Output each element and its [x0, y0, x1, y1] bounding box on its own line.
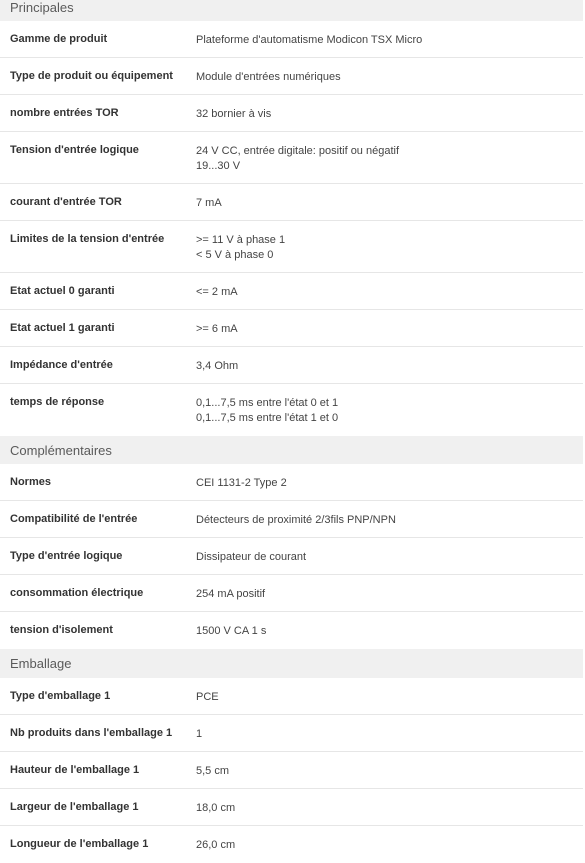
- table-row: [0, 715, 583, 752]
- table-row: [0, 826, 583, 863]
- value-line: 32 bornier à vis: [196, 108, 272, 120]
- value-line: Module d'entrées numériques: [196, 71, 341, 83]
- value-line: 24 V CC, entrée digitale: positif ou négatif: [196, 145, 400, 157]
- value-line: PCE: [196, 691, 219, 703]
- value-line: Dissipateur de courant: [196, 551, 307, 563]
- table-row: [0, 752, 583, 789]
- row-label: Impédance d'entrée: [10, 359, 113, 371]
- table-row: [0, 678, 583, 715]
- row-value: [196, 310, 583, 346]
- table-row: [0, 347, 583, 384]
- row-value: [196, 58, 583, 94]
- value-line: CEI 1131-2 Type 2: [196, 477, 287, 489]
- value-line: 1: [196, 728, 203, 740]
- row-label: Hauteur de l'emballage 1: [10, 764, 140, 776]
- row-value: [196, 184, 583, 220]
- row-label: courant d'entrée TOR: [10, 196, 122, 208]
- value-line: >= 6 mA: [196, 323, 238, 335]
- row-label: Etat actuel 0 garanti: [10, 285, 115, 297]
- row-label: Compatibilité de l'entrée: [10, 513, 138, 525]
- row-value: [196, 678, 583, 714]
- row-label: Largeur de l'emballage 1: [10, 801, 139, 813]
- row-value: [196, 221, 583, 272]
- row-label: Normes: [10, 476, 51, 488]
- value-line: 1500 V CA 1 s: [196, 625, 267, 637]
- row-label: consommation électrique: [10, 587, 144, 599]
- row-value: [196, 21, 583, 57]
- value-line: >= 11 V à phase 1: [196, 234, 286, 246]
- table-row: [0, 184, 583, 221]
- row-label: tension d'isolement: [10, 624, 113, 636]
- section-title: Emballage: [0, 649, 583, 678]
- table-row: [0, 273, 583, 310]
- value-line: 7 mA: [196, 197, 222, 209]
- value-line: 3,4 Ohm: [196, 360, 239, 372]
- row-value: [196, 789, 583, 825]
- row-label: temps de réponse: [10, 396, 105, 408]
- row-value: [196, 464, 583, 500]
- value-line: 26,0 cm: [196, 839, 236, 851]
- row-label: Type de produit ou équipement: [10, 70, 173, 82]
- row-value: [196, 752, 583, 788]
- value-line: <= 2 mA: [196, 286, 238, 298]
- table-row: [0, 58, 583, 95]
- section-title: Principales: [0, 0, 583, 21]
- row-label: Type d'emballage 1: [10, 690, 111, 702]
- value-line: < 5 V à phase 0: [196, 249, 274, 261]
- row-value: [196, 575, 583, 611]
- row-label: Limites de la tension d'entrée: [10, 233, 165, 245]
- row-value: [196, 132, 583, 183]
- row-value: [196, 347, 583, 383]
- table-row: [0, 789, 583, 826]
- section-title: Complémentaires: [0, 436, 583, 464]
- table-row: [0, 221, 583, 273]
- value-line: 0,1...7,5 ms entre l'état 1 et 0: [196, 412, 339, 424]
- table-row: [0, 310, 583, 347]
- row-value: [196, 612, 583, 649]
- row-value: [196, 501, 583, 537]
- row-value: [196, 95, 583, 131]
- table-row: [0, 21, 583, 58]
- value-line: 5,5 cm: [196, 765, 230, 777]
- row-label: Type d'entrée logique: [10, 550, 123, 562]
- table-row: [0, 612, 583, 649]
- table-row: [0, 464, 583, 501]
- row-label: Tension d'entrée logique: [10, 144, 139, 156]
- table-row: [0, 132, 583, 184]
- value-line: 0,1...7,5 ms entre l'état 0 et 1: [196, 397, 339, 409]
- row-label: Nb produits dans l'emballage 1: [10, 727, 173, 739]
- row-value: [196, 273, 583, 309]
- row-label: Longueur de l'emballage 1: [10, 838, 149, 850]
- row-label: nombre entrées TOR: [10, 107, 119, 119]
- table-row: [0, 95, 583, 132]
- table-row: [0, 384, 583, 436]
- value-line: 19...30 V: [196, 160, 241, 172]
- value-line: Détecteurs de proximité 2/3fils PNP/NPN: [196, 514, 396, 526]
- row-label: Gamme de produit: [10, 33, 108, 45]
- section-emballage: [0, 649, 583, 863]
- value-line: 254 mA positif: [196, 588, 266, 600]
- row-value: [196, 715, 583, 751]
- value-line: Plateforme d'automatisme Modicon TSX Micro: [196, 34, 423, 46]
- value-line: 18,0 cm: [196, 802, 236, 814]
- table-row: [0, 575, 583, 612]
- row-value: [196, 538, 583, 574]
- table-row: [0, 501, 583, 538]
- section-complementaires: [0, 436, 583, 649]
- row-value: [196, 826, 583, 863]
- table-row: [0, 538, 583, 575]
- row-value: [196, 384, 583, 436]
- row-label: Etat actuel 1 garanti: [10, 322, 115, 334]
